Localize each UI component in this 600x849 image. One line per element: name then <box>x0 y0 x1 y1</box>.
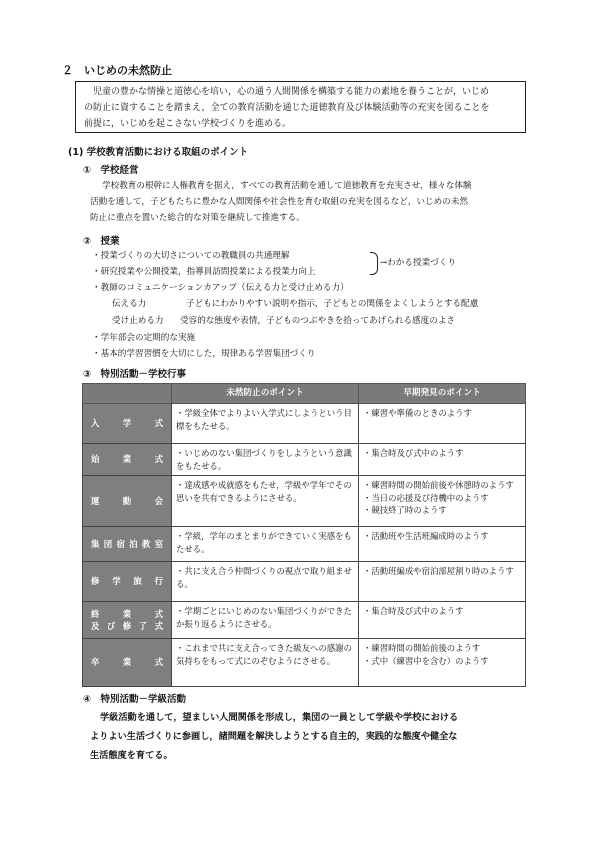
prevent-cell <box>172 602 359 639</box>
prevent-point: ・学級，学年のまとまりができていく実感をもたせる。 <box>176 531 352 554</box>
detect-cell <box>359 404 526 444</box>
table-row <box>83 602 526 639</box>
prevent-point: ・学級全体でよりよい入学式にしようという目標をもたせる。 <box>176 408 352 431</box>
table-row <box>83 562 526 602</box>
lessons-item: ・授業づくりの大切さについての教職員の共通理解 <box>92 251 290 261</box>
prevent-point: ・学期ごとにいじめのない集団づくりができたか振り返るようにさせる。 <box>176 606 352 629</box>
table-row <box>83 476 526 527</box>
prevent-cell <box>172 527 359 562</box>
sub-item-desc: 受容的な態度や表情，子どものつぶやきを拾ってあげられる感度のよさ <box>180 316 456 326</box>
events-title: ③ 特別活動－学校行事 <box>83 369 187 380</box>
detect-point: ・活動班編成や宿泊部屋割り時のようす <box>363 566 514 576</box>
table-row <box>83 404 526 444</box>
prevent-cell <box>172 562 359 602</box>
prevent-cell <box>172 639 359 687</box>
prevent-cell <box>172 404 359 444</box>
event-name: 始 業 式 <box>91 454 163 465</box>
sub-item-term: 伝える力 <box>112 299 147 309</box>
event-name-cell <box>83 444 172 476</box>
table-row <box>83 527 526 562</box>
class-activity-line: 生活態度を育てる。 <box>90 750 173 761</box>
prevent-point: ・共に支え合う仲間づくりの視点で取り組ませる。 <box>176 566 352 589</box>
section-title: ２ いじめの未然防止 <box>62 64 172 77</box>
prevent-point: ・いじめのない集団づくりをしようという意識をもたせる。 <box>176 448 352 471</box>
header-prevent: 未然防止のポイント <box>172 384 359 404</box>
event-name: 入 学 式 <box>91 418 163 429</box>
lessons-item: ・基本的学習習慣を大切にした，規律ある学習集団づくり <box>92 349 316 359</box>
management-paragraph <box>90 178 540 226</box>
detect-cell <box>359 527 526 562</box>
header-detect: 早期発見のポイント <box>359 384 526 404</box>
class-activity-line: よりよい生活づくりに参画し，諸問題を解決しようとする自主的，実践的な態度や健全な <box>90 731 458 742</box>
event-name-cell <box>83 562 172 602</box>
header-blank <box>83 384 172 404</box>
event-name: 修 学 旅 行 <box>91 576 163 587</box>
detect-point: ・練習時間の開始前後のようす <box>363 643 481 653</box>
lessons-item: ・研究授業や公開授業，指導員訪問授業による授業力向上 <box>92 267 316 277</box>
event-name: 運 動 会 <box>91 495 163 506</box>
detect-point: ・当日の応援及び待機中のようす <box>363 492 489 503</box>
event-name-cell <box>83 639 172 687</box>
event-name-cell <box>83 602 172 639</box>
sub-item-row <box>112 296 478 312</box>
intro-line: 前提に，いじめを起こさない学校づくりを進める。 <box>84 119 292 129</box>
management-line: 防止に重点を置いた総合的な対策を継続して推進する。 <box>90 213 305 223</box>
event-name: 及び修了式 <box>91 621 163 631</box>
intro-line: 児童の豊かな情操と道徳心を培い，心の通う人間関係を構築する能力の素地を養うことが，いじめ <box>93 87 490 97</box>
table-row <box>83 639 526 687</box>
detect-cell <box>359 444 526 476</box>
management-title: ① 学校経営 <box>83 165 139 176</box>
detect-point: ・集合時及び式中のようす <box>363 606 464 616</box>
detect-cell <box>359 562 526 602</box>
sub-item-term: 受け止める力 <box>112 316 164 326</box>
detect-cell <box>359 639 526 687</box>
management-line: 学校教育の根幹に人権教育を据え，すべての教育活動を通して道徳教育を充実させ，様々な体験 <box>102 181 472 191</box>
brace-bracket <box>370 252 378 275</box>
detect-point: ・練習や準備のときのようす <box>363 408 472 418</box>
lessons-list <box>92 248 349 296</box>
event-name: 卒 業 式 <box>91 657 163 668</box>
class-activity-paragraph <box>90 708 458 765</box>
event-name-cell <box>83 404 172 444</box>
detect-point: ・練習時間の開始前後や休憩時のようす <box>363 480 514 490</box>
management-line: 活動を通して，子どもたちに豊かな人間関係や社会性を育む取組の充実を図るなど，いじめの未然 <box>90 197 468 207</box>
detect-point: ・式中（練習中を含む）のようす <box>363 655 489 666</box>
lessons-item: ・学年部会の定期的な実施 <box>92 333 196 343</box>
lessons-item: ・教師のコミュニケーションカアップ（伝える力と受け止める力） <box>92 283 349 293</box>
brace-label: →わかる授業づくり <box>380 258 456 268</box>
events-table <box>82 383 526 687</box>
prevent-point: ・これまで共に支え合ってきた級友への感謝の気持ちをもって式にのぞむようにさせる。 <box>176 643 352 666</box>
lessons-list-2 <box>92 330 315 362</box>
part1-title: (1) 学校教育活動における取組のポイント <box>68 147 249 158</box>
table-header-row <box>83 384 526 404</box>
class-activity-line: 学級活動を通して，望ましい人間関係を形成し，集団の一員として学級や学校における <box>100 712 459 723</box>
sub-item-desc: 子どもにわかりやすい説明や指示，子どもとの関係をよくしようとする配慮 <box>186 299 479 309</box>
lessons-title: ② 授業 <box>83 236 120 247</box>
prevent-cell <box>172 476 359 527</box>
table-row <box>83 444 526 476</box>
prevent-cell <box>172 444 359 476</box>
detect-cell <box>359 602 526 639</box>
class-activity-title: ④ 特別活動－学級活動 <box>83 694 187 705</box>
detect-point: ・競技終了時のようす <box>363 505 447 515</box>
detect-point: ・活動班や生活班編成時のようす <box>363 531 489 541</box>
intro-line: の防止に資することを踏まえ，全ての教育活動を通じた道徳教育及び体験活動等の充実を図ることを <box>84 103 490 113</box>
event-name-cell <box>83 476 172 527</box>
prevent-point: ・達成感や成就感をもたせ，学級や学年でその思いを共有できるようにさせる。 <box>176 480 352 503</box>
event-name: 集団宿泊教室 <box>91 538 163 549</box>
event-name: 終 業 式 <box>91 608 163 619</box>
sub-item-row <box>112 313 455 329</box>
event-name-cell <box>83 527 172 562</box>
detect-cell <box>359 476 526 527</box>
detect-point: ・集合時及び式中のようす <box>363 448 464 458</box>
intro-box <box>75 81 526 133</box>
